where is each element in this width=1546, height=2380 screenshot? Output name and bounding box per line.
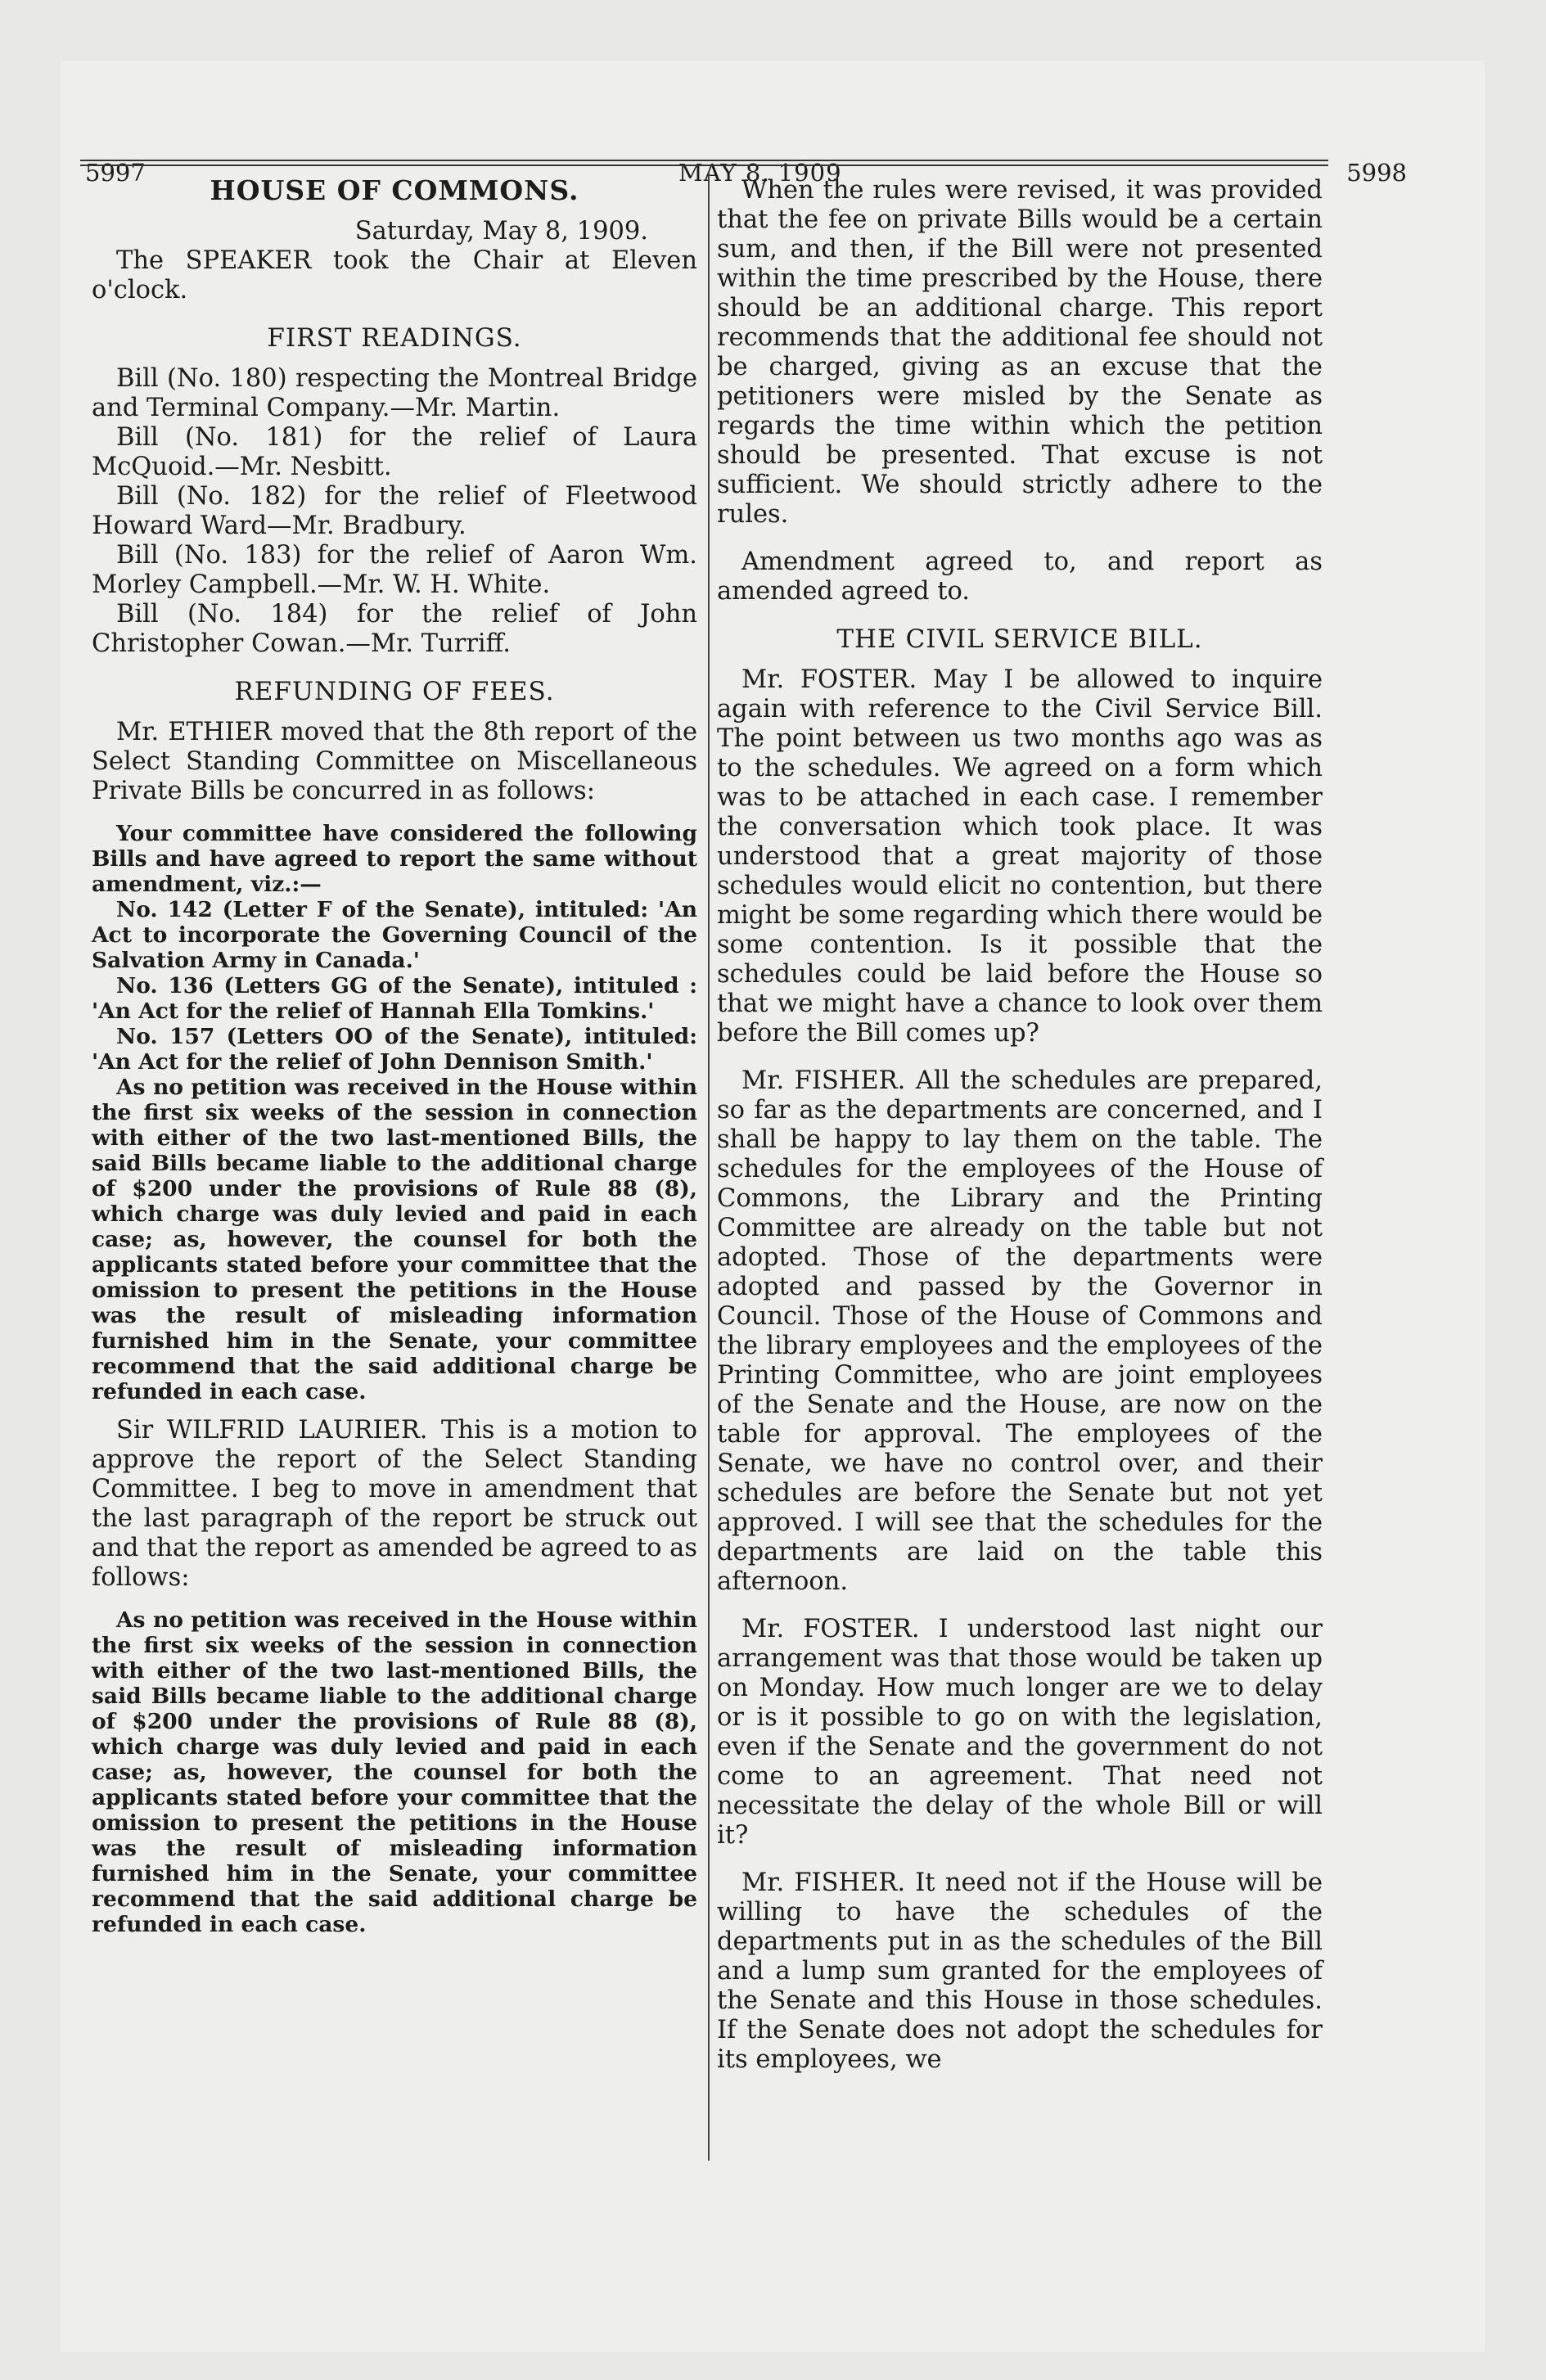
foster-speech: Mr. FOSTER. May I be allowed to inquire again with reference to the Civil Service Bill. The point between us two months ago was as to the schedules. We agreed on a form which was to be attached in each case. I remember the conversation which took place. It was understood that a great majority of those schedules would elicit no contention, but there might be some regarding which there would be some contention. Is it possible that the schedules could be laid before the House so that we might have a chance to look over them before the Bill comes up? — [717, 665, 1323, 1048]
heading-civil-service: THE CIVIL SERVICE BILL. — [836, 624, 1203, 654]
report-paragraph: No. 157 (Letters OO of the Senate), intituled: 'An Act for the relief of John Dennison Smith.' — [92, 1024, 697, 1075]
amendment-text: As no petition was received in the House within the first six weeks of the session in connection with either of the two last-mentioned Bills, the said Bills became liable to the additional charge of $200 under the provisions of Rule 88 (8), which charge was duly levied and paid in each case; as, however, the counsel for both the applicants stated before your committee that the omission to present the petitions in the House was the result of misleading information furnished him in the Senate, your committee recommend that the said additional charge be refunded in each case. — [92, 1607, 697, 1937]
bill-entry: Bill (No. 182) for the relief of Fleetwood Howard Ward—Mr. Bradbury. — [92, 482, 697, 540]
bill-entry: Bill (No. 184) for the relief of John Christopher Cowan.—Mr. Turriff. — [92, 600, 697, 658]
fisher-speech: Mr. FISHER. All the schedules are prepared, so far as the departments are concerned, and I shall be happy to lay them on the table. The schedules for the employees of the House of Commons, the Library and the Printing Committee are already on the table but not adopted. Those of the departments were adopted and passed by the Governor in Council. Those of the House of Commons and the library employees and the employees of the Printing Committee, who are joint employees of the Senate and the House, are now on the table for approval. The employees of the Senate, we have no control over, and their schedules are before the Senate but not yet approved. I will see that the schedules for the departments are laid on the table this afternoon. — [717, 1066, 1323, 1596]
bill-entry: Bill (No. 181) for the relief of Laura McQuoid.—Mr. Nesbitt. — [92, 423, 697, 481]
report-paragraph: No. 136 (Letters GG of the Senate), intituled : 'An Act for the relief of Hannah Ella Tomkins.' — [92, 973, 697, 1024]
amended-report — [92, 1607, 697, 1937]
rules-paragraph: When the rules were revised, it was provided that the fee on private Bills would be a certain sum, and then, if the Bill were not presented within the time prescribed by the House, there should be an additional charge. This report recommends that the additional fee should not be charged, giving as an excuse that the petitioners were misled by the Senate as regards the time within which the petition should be presented. That excuse is not sufficient. We should strictly adhere to the rules. — [717, 176, 1323, 529]
left-column — [92, 176, 697, 1949]
heading-first-readings: FIRST READINGS. — [267, 323, 522, 353]
bill-entry: Bill (No. 183) for the relief of Aaron Wm. Morley Campbell.—Mr. W. H. White. — [92, 541, 697, 599]
header-rule — [80, 160, 1328, 166]
page-number-right: 5998 — [1346, 159, 1407, 187]
page-number-left: 5997 — [85, 159, 146, 187]
amendment-agreed: Amendment agreed to, and report as amended agreed to. — [717, 548, 1323, 606]
bill-entry: Bill (No. 180) respecting the Montreal Bridge and Terminal Company.—Mr. Martin. — [92, 364, 697, 422]
report-paragraph: No. 142 (Letter F of the Senate), intituled: 'An Act to incorporate the Governing Council of the Salvation Army in Canada.' — [92, 897, 697, 973]
section-title: HOUSE OF COMMONS. — [210, 174, 579, 206]
heading-refunding: REFUNDING OF FEES. — [234, 677, 555, 706]
ethier-motion: Mr. ETHIER moved that the 8th report of the Select Standing Committee on Miscellaneous Private Bills be concurred in as follows: — [92, 718, 697, 805]
column-divider — [708, 172, 710, 2161]
opening-text: The SPEAKER took the Chair at Eleven o'clock. — [92, 246, 697, 304]
fisher-speech: Mr. FISHER. It need not if the House will be willing to have the schedules of the departments put in as the schedules of the Bill and a lump sum granted for the employees of the Senate and this House in those schedules. If the Senate does not adopt the schedules for its employees, we — [717, 1868, 1323, 2074]
report-paragraph: As no petition was received in the House within the first six weeks of the session in connection with either of the two last-mentioned Bills, the said Bills became liable to the additional charge of $200 under the provisions of Rule 88 (8), which charge was duly levied and paid in each case; as, however, the counsel for both the applicants stated before your committee that the omission to present the petitions in the House was the result of misleading information furnished him in the Senate, your committee recommend that the said additional charge be refunded in each case. — [92, 1075, 697, 1404]
committee-report — [92, 821, 697, 1404]
header-date: MAY 8, 1909 — [678, 159, 842, 187]
report-paragraph: Your committee have considered the following Bills and have agreed to report the same without amendment, viz.:— — [92, 821, 697, 897]
right-column — [717, 176, 1323, 2075]
foster-speech: Mr. FOSTER. I understood last night our arrangement was that those would be taken up on Monday. How much longer are we to delay or is it possible to go on with the legislation, even if the Senate and the government do not come to an agreement. That need not necessitate the delay of the whole Bill or will it? — [717, 1615, 1323, 1850]
laurier-speech: Sir WILFRID LAURIER. This is a motion to approve the report of the Select Standing Committee. I beg to move in amendment that the last paragraph of the report be struck out and that the report as amended be agreed to as follows: — [92, 1416, 697, 1592]
dateline: Saturday, May 8, 1909. — [354, 217, 648, 246]
